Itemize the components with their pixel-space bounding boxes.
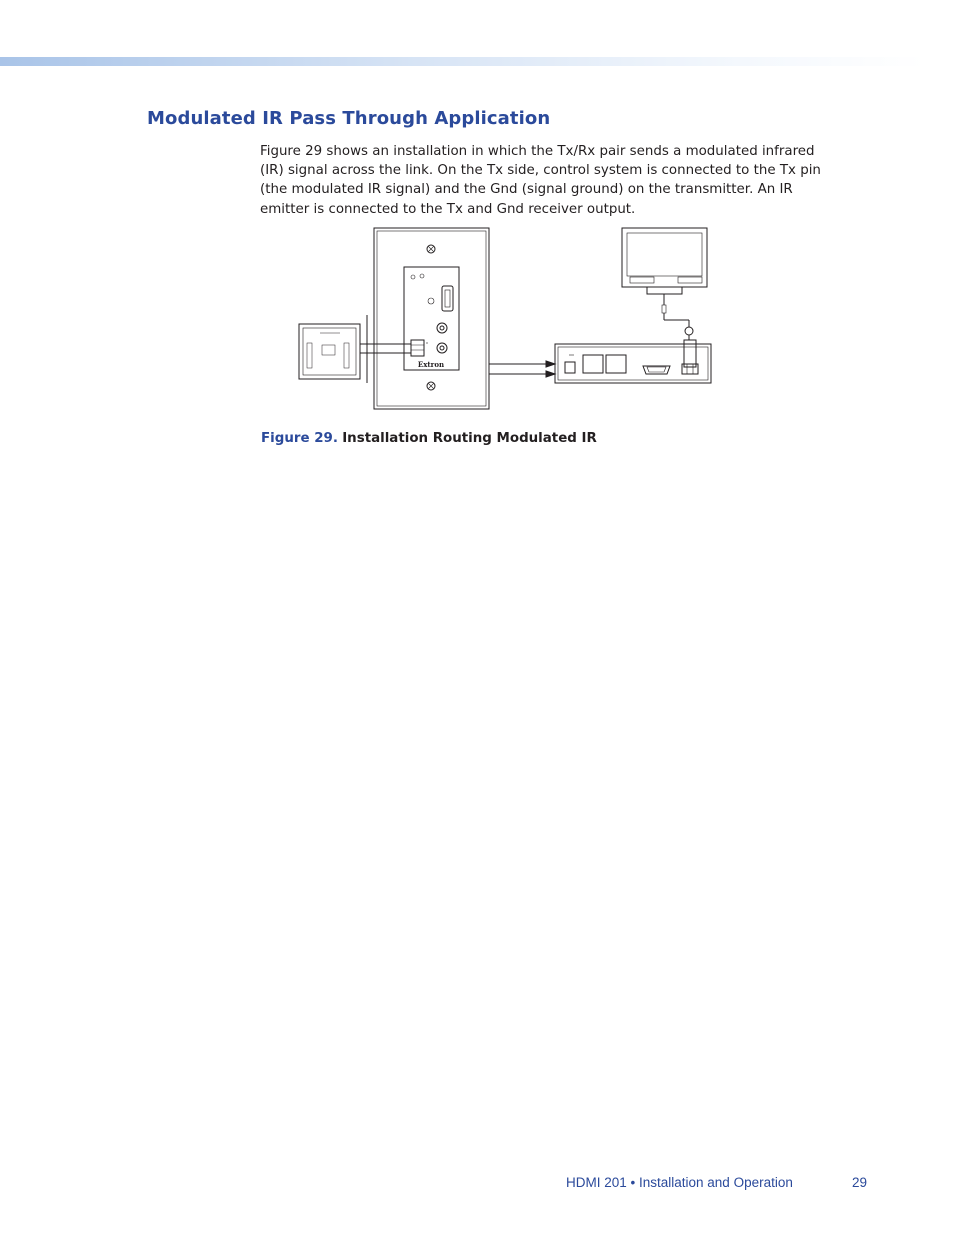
section-title: Modulated IR Pass Through Application	[147, 108, 551, 129]
wallplate-transmitter	[374, 228, 489, 409]
figure-caption-title: Installation Routing Modulated IR	[342, 431, 597, 446]
page-footer	[0, 1175, 954, 1195]
footer-page-number: 29	[852, 1175, 868, 1190]
wallplate-brand-logo: Extron	[417, 360, 445, 369]
body-paragraph: Figure 29 shows an installation in which the Tx/Rx pair sends a modulated infrared (IR) signal across the link. On the Tx side, control system is connected to the Tx pin (the modulated IR signal) and the Gnd (signal ground) on the transmitter. An IR emitter is connected to the Tx and Gnd receiver output.	[260, 144, 821, 217]
receiver-unit	[555, 340, 711, 383]
display	[622, 228, 707, 294]
installation-diagram	[296, 226, 716, 412]
footer-document-name: HDMI 201 • Installation and Operation	[566, 1175, 793, 1190]
control-panel	[299, 324, 360, 379]
ir-emitter	[662, 294, 693, 340]
header-gradient-bar	[0, 57, 925, 66]
figure-caption-label: Figure 29.	[261, 431, 338, 446]
figure-caption	[261, 431, 597, 446]
